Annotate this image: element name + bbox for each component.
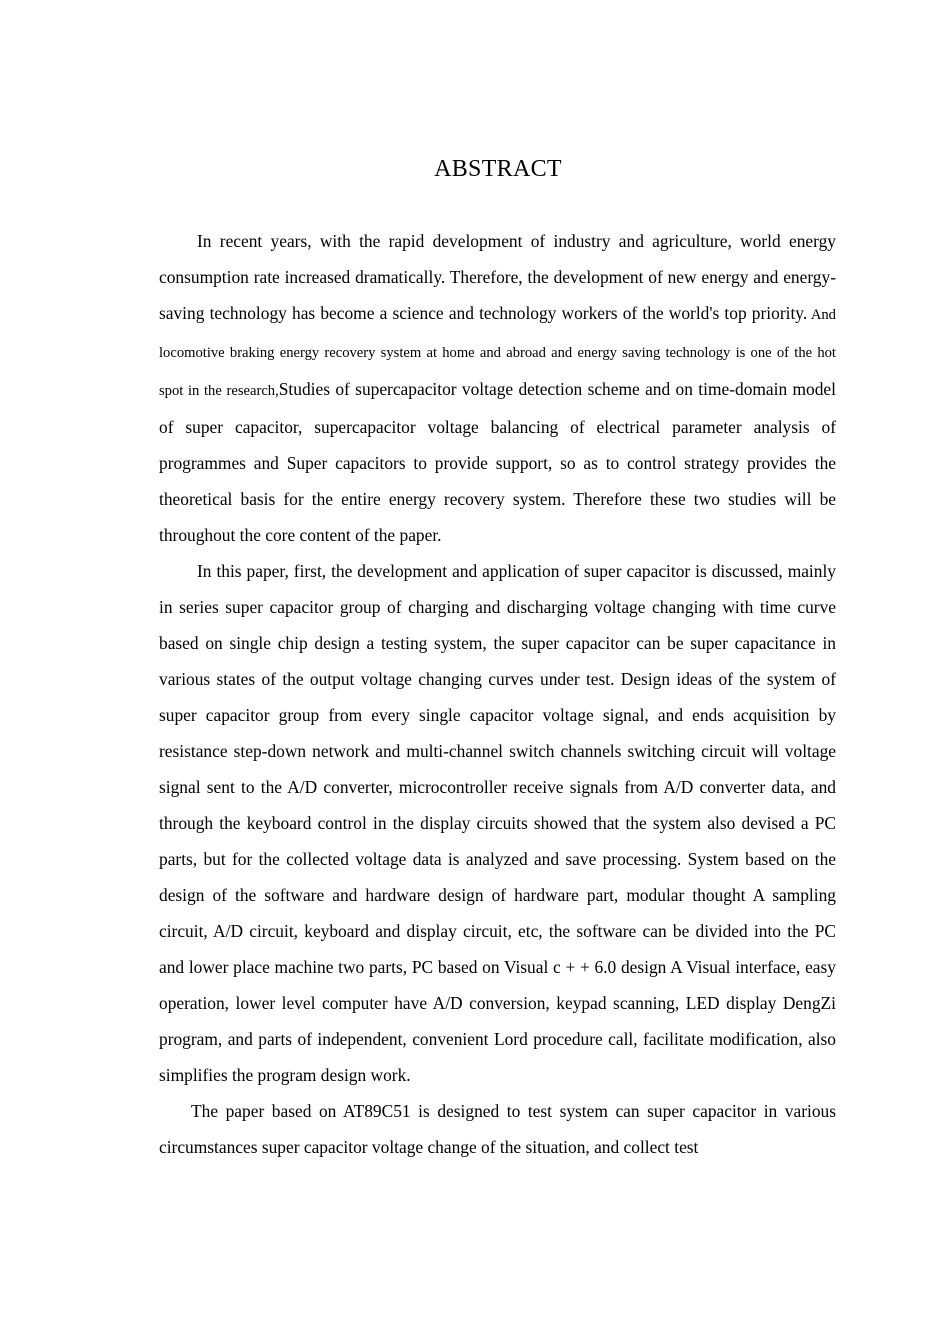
abstract-body xyxy=(159,223,836,1165)
paragraph-1 xyxy=(159,223,836,553)
paragraph-1-start: In recent years, with the rapid development of industry and agriculture, world energy consumption rate increased dramatically. Therefore, the development of new energy and energy-saving technology has become a science and technology workers of the world's top priority. xyxy=(159,231,836,323)
paragraph-2: In this paper, first, the development and application of super capacitor is discussed, mainly in series super capacitor group of charging and discharging voltage changing with time curve based on single chip design a testing system, the super capacitor can be super capacitance in various states of the output voltage changing curves under test. Design ideas of the system of super capacitor group from every single capacitor voltage signal, and ends acquisition by resistance step-down network and multi-channel switch channels switching circuit will voltage signal sent to the A/D converter, microcontroller receive signals from A/D converter data, and through the keyboard control in the display circuits showed that the system also devised a PC parts, but for the collected voltage data is analyzed and save processing. System based on the design of the software and hardware design of hardware part, modular thought A sampling circuit, A/D circuit, keyboard and display circuit, etc, the software can be divided into the PC and lower place machine two parts, PC based on Visual c + + 6.0 design A Visual interface, easy operation, lower level computer have A/D conversion, keypad scanning, LED display DengZi program, and parts of independent, convenient Lord procedure call, facilitate modification, also simplifies the program design work. xyxy=(159,561,836,1085)
paragraph-1-end: Studies of supercapacitor voltage detection scheme and on time-domain model of super capacitor, supercapacitor voltage balancing of electrical parameter analysis of programmes and Super capacitors to provide support, so as to control strategy provides the theoretical basis for the entire energy recovery system. Therefore these two studies will be throughout the core content of the paper. xyxy=(159,379,836,545)
paragraph-1-small-text: And locomotive braking energy recovery system at home and abroad and energy saving technology is one of the hot spot in the research, xyxy=(159,307,836,399)
abstract-title: ABSTRACT xyxy=(434,156,562,182)
paragraph-3: The paper based on AT89C51 is designed to test system can super capacitor in various circumstances super capacitor voltage change of the situation, and collect test xyxy=(159,1101,836,1157)
